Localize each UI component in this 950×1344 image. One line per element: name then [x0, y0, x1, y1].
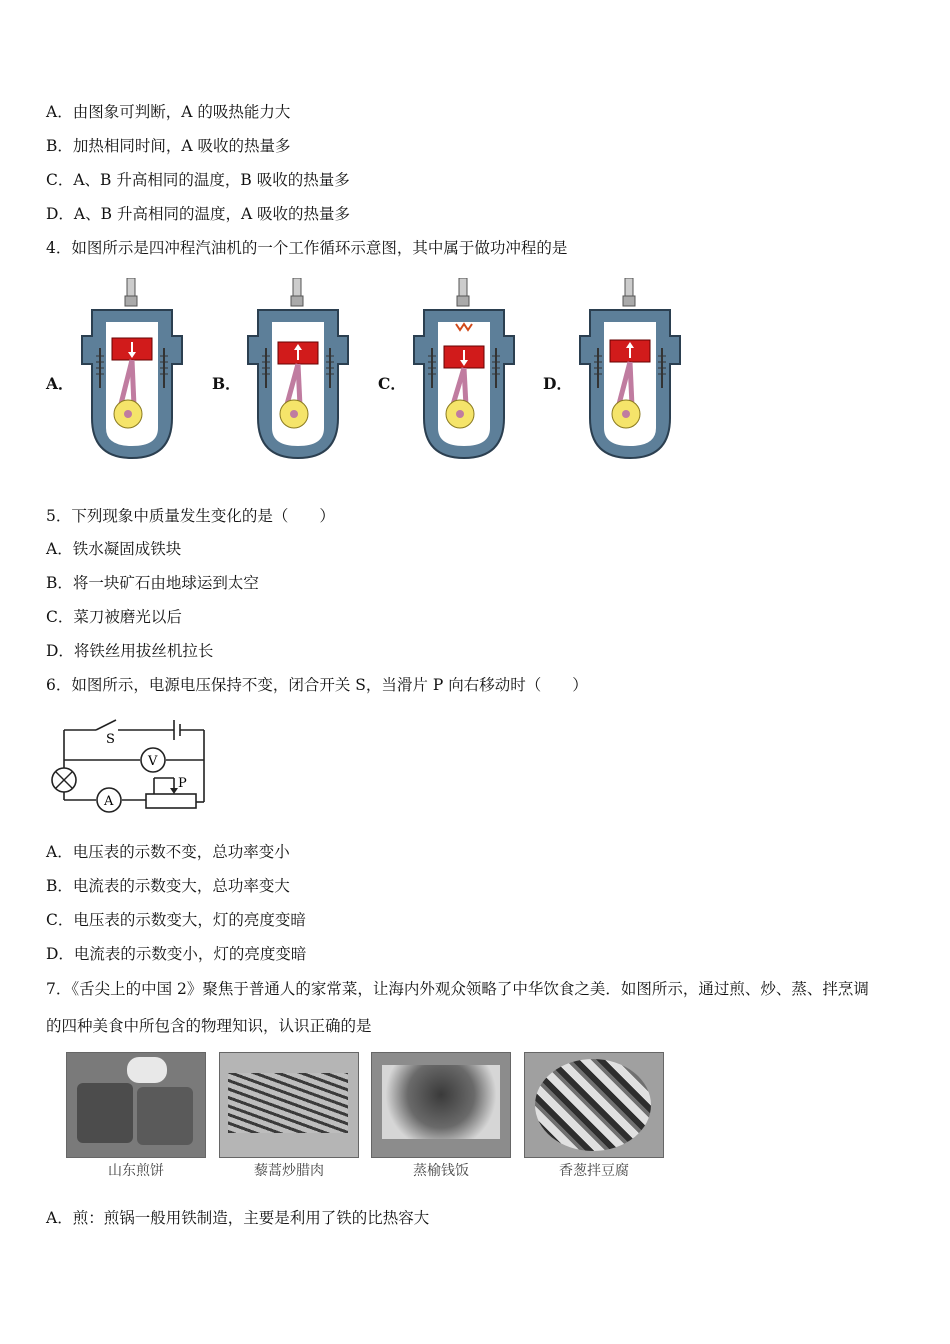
q4-label-c: C．	[378, 374, 406, 393]
food-caption-1: 山东煎饼	[108, 1163, 164, 1179]
engine-diagram-d	[570, 278, 720, 464]
q6-option-c: C．电压表的示数变大，灯的亮度变暗	[46, 911, 306, 929]
circuit-diagram	[44, 712, 214, 816]
food-photo-2	[219, 1052, 359, 1180]
food-photo-1	[66, 1052, 206, 1180]
q6-option-d: D．电流表的示数变小，灯的亮度变暗	[46, 945, 307, 963]
q3-option-d: D．A、B 升高相同的温度，A 吸收的热量多	[46, 205, 351, 223]
q5-option-a: A．铁水凝固成铁块	[46, 540, 182, 558]
q4-label-a: A．	[46, 374, 74, 393]
q7-stem-line2: 的四种美食中所包含的物理知识，认识正确的是	[46, 1017, 372, 1035]
q3-option-c: C．A、B 升高相同的温度，B 吸收的热量多	[46, 171, 350, 189]
food-photo-3	[371, 1052, 511, 1180]
q6-option-a: A．电压表的示数不变，总功率变小	[46, 843, 290, 861]
q7-option-a: A．煎：煎锅一般用铁制造，主要是利用了铁的比热容大	[46, 1209, 430, 1227]
q4-label-d: D．	[543, 374, 572, 393]
q3-option-a: A．由图象可判断，A 的吸热能力大	[46, 103, 291, 121]
food-caption-4: 香葱拌豆腐	[559, 1163, 629, 1179]
engine-diagram-c	[404, 278, 554, 464]
slider-label: P	[178, 776, 187, 791]
q4-stem: 4．如图所示是四冲程汽油机的一个工作循环示意图，其中属于做功冲程的是	[46, 239, 568, 257]
q6-option-b: B．电流表的示数变大，总功率变大	[46, 877, 290, 895]
q3-option-b: B．加热相同时间，A 吸收的热量多	[46, 137, 291, 155]
q5-stem: 5．下列现象中质量发生变化的是（ ）	[46, 507, 335, 525]
engine-diagram-b	[238, 278, 388, 464]
q5-option-d: D．将铁丝用拔丝机拉长	[46, 642, 214, 660]
voltmeter-label: V	[148, 754, 158, 769]
food-caption-3: 蒸榆钱饭	[413, 1163, 469, 1179]
q6-stem: 6．如图所示，电源电压保持不变，闭合开关 S，当滑片 P 向右移动时（ ）	[46, 676, 588, 694]
ammeter-label: A	[104, 794, 114, 809]
engine-diagram-a	[72, 278, 222, 464]
q7-stem-line1: 7．《舌尖上的中国 2》聚焦于普通人的家常菜，让海内外观众领略了中华饮食之美．如图所示，通过煎、炒、蒸、拌烹调	[46, 980, 869, 998]
food-photo-4	[524, 1052, 664, 1180]
q5-option-c: C．菜刀被磨光以后	[46, 608, 182, 626]
q4-label-b: B．	[212, 374, 241, 393]
q5-option-b: B．将一块矿石由地球运到太空	[46, 574, 259, 592]
food-caption-2: 藜蒿炒腊肉	[254, 1163, 324, 1179]
switch-label: S	[106, 732, 115, 747]
